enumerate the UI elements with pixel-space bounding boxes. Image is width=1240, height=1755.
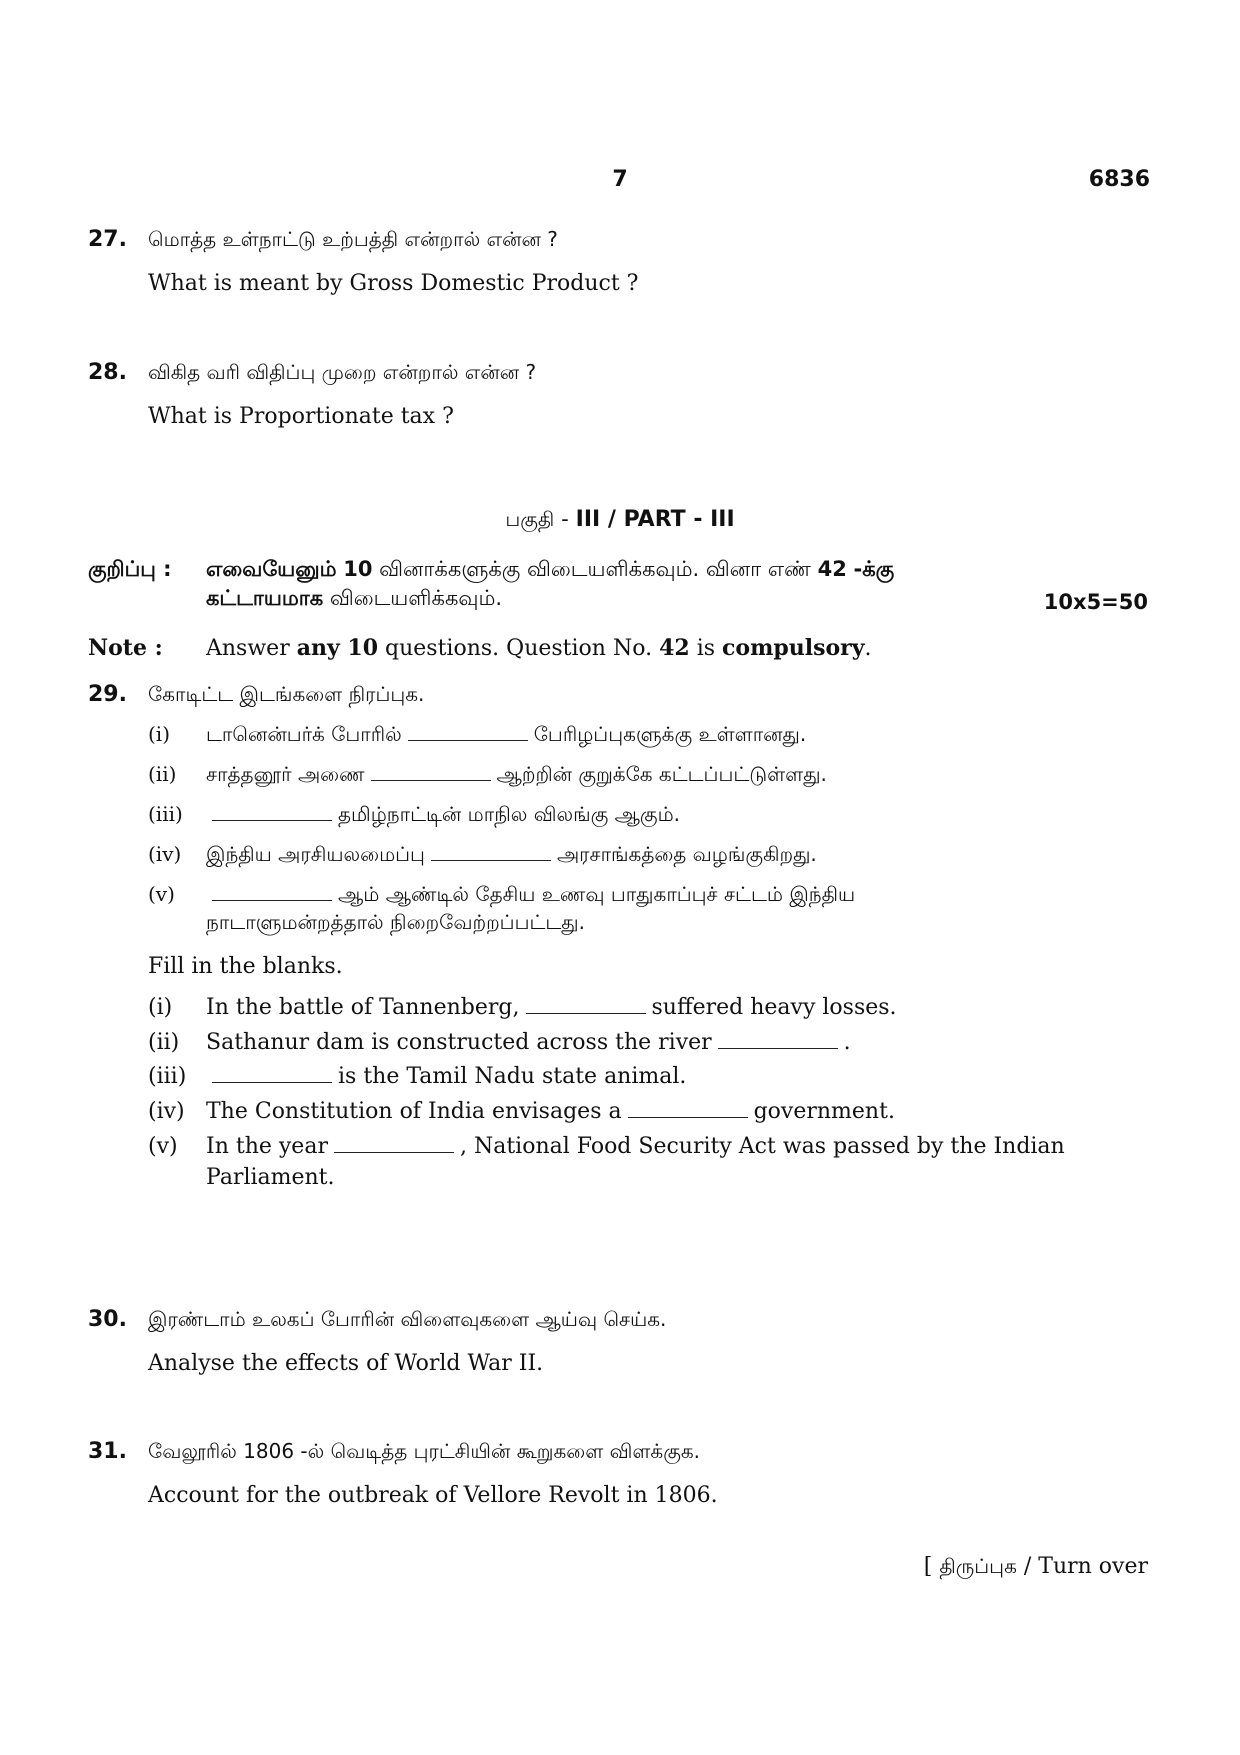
item-text: is the Tamil Nadu state animal. (338, 1064, 687, 1090)
question-number: 30. (88, 1307, 127, 1332)
section-tamil: பகுதி (505, 507, 555, 531)
item-numeral: (v) (148, 882, 175, 906)
turn-over-footer (924, 1552, 1148, 1583)
item-text-continued: Parliament. (206, 1164, 335, 1190)
question-tamil: கோடிட்ட இடங்களை நிரப்புக. (148, 682, 425, 706)
note-compulsory: கட்டாயமாக (206, 586, 324, 611)
note-question-number: 42 (659, 635, 690, 661)
note-text: questions. Question No. (385, 636, 653, 661)
answer-blank (628, 1103, 748, 1118)
item-text: தமிழ்நாட்டின் மாநில விலங்கு ஆகும். (338, 802, 681, 826)
blank-item (148, 1097, 1148, 1128)
tamil-blank-list (88, 720, 1148, 936)
footer-tamil: திருப்புக (939, 1554, 1017, 1578)
item-text: ஆம் ஆண்டில் தேசிய உணவு பாதுகாப்புச் சட்டம் இந்திய (338, 882, 856, 906)
question-31 (88, 1437, 1148, 1512)
blank-item (148, 1062, 1148, 1093)
item-numeral: (iv) (148, 842, 182, 866)
note-is: is (696, 636, 716, 661)
question-english: What is meant by Gross Domestic Product ? (148, 271, 639, 296)
note-any: எவையேனும் (206, 557, 337, 581)
answer-blank (431, 846, 551, 861)
answer-blank (371, 766, 491, 781)
note-answer: விடையளிக்கவும். (329, 586, 503, 611)
item-text: பேரிழப்புகளுக்கு உள்ளானது. (533, 722, 807, 746)
answer-blank (526, 999, 646, 1014)
item-numeral: (i) (148, 722, 171, 746)
question-30 (88, 1305, 1148, 1380)
question-number: 27. (88, 227, 127, 252)
blank-item (148, 1132, 1148, 1194)
blank-item (148, 1028, 1148, 1059)
note-label-english: Note : (88, 635, 163, 661)
note-count: 10 (343, 557, 373, 581)
question-number: 28. (88, 360, 127, 385)
note-any: any 10 (296, 635, 379, 661)
note-label-tamil: குறிப்பு : (88, 557, 172, 581)
paper-code: 6836 (1088, 167, 1150, 192)
english-blank-list (88, 993, 1148, 1194)
item-numeral: (ii) (148, 1029, 180, 1055)
note-period: . (864, 636, 872, 661)
item-numeral: (ii) (148, 762, 177, 786)
blank-item (148, 993, 1148, 1024)
footer-separator: / (1016, 1554, 1039, 1579)
item-text: சாத்தனூர் அணை (206, 762, 365, 786)
answer-blank (212, 1068, 332, 1083)
question-28 (88, 358, 1148, 433)
answer-blank (408, 726, 528, 741)
item-numeral: (iii) (148, 802, 183, 826)
item-text: In the year (206, 1133, 328, 1159)
answer-blank (334, 1138, 454, 1153)
item-text: In the battle of Tannenberg, (206, 994, 520, 1020)
item-numeral: (i) (148, 994, 173, 1020)
note-answer: Answer (206, 636, 290, 661)
blank-item (148, 800, 1148, 828)
question-english: Fill in the blanks. (148, 954, 343, 979)
footer-bracket: [ (923, 1554, 933, 1579)
question-tamil: இரண்டாம் உலகப் போரின் விளைவுகளை ஆய்வு செய்க. (148, 1307, 667, 1331)
answer-blank (718, 1034, 838, 1049)
question-tamil: வேலூரில் 1806 -ல் வெடித்த புரட்சியின் கூறுகளை விளக்குக. (148, 1439, 701, 1463)
section-separator: - (554, 507, 576, 532)
item-text: , National Food Security Act was passed by the Indian (459, 1133, 1065, 1159)
note-question-number: 42 (817, 557, 847, 581)
item-numeral: (v) (148, 1133, 178, 1159)
item-text: அரசாங்கத்தை வழங்குகிறது. (556, 842, 817, 866)
question-number: 29. (88, 682, 127, 707)
marks-scheme: 10x5=50 (1043, 590, 1148, 614)
question-27 (88, 225, 1148, 300)
blank-item (148, 840, 1148, 868)
blank-item (148, 760, 1148, 788)
blank-item (148, 720, 1148, 748)
item-text: suffered heavy losses. (651, 994, 897, 1020)
answer-blank (212, 806, 332, 821)
question-english: Analyse the effects of World War II. (148, 1351, 544, 1376)
question-english: What is Proportionate tax ? (148, 404, 454, 429)
blank-item (148, 880, 1148, 936)
answer-blank (212, 886, 332, 901)
question-english: Account for the outbreak of Vellore Revolt in 1806. (148, 1483, 718, 1508)
note-compulsory: compulsory (722, 635, 865, 661)
item-numeral: (iv) (148, 1099, 185, 1125)
note-suffix: -க்கு (853, 557, 895, 581)
question-29 (88, 680, 1148, 1194)
question-number: 31. (88, 1439, 127, 1464)
item-text: . (843, 1029, 851, 1055)
question-tamil: விகித வரி விதிப்பு முறை என்றால் என்ன ? (148, 360, 537, 384)
item-numeral: (iii) (148, 1064, 187, 1090)
item-text: government. (753, 1099, 895, 1125)
item-text: The Constitution of India envisages a (206, 1099, 622, 1125)
note-text: வினாக்களுக்கு விடையளிக்கவும். வினா எண் (379, 557, 811, 581)
item-text: டானென்பர்க் போரில் (206, 722, 402, 746)
footer-english: Turn over (1038, 1554, 1148, 1579)
item-text: Sathanur dam is constructed across the river (206, 1029, 712, 1055)
page-number: 7 (612, 167, 628, 192)
item-text-continued: நாடாளுமன்றத்தால் நிறைவேற்றப்பட்டது. (206, 910, 585, 934)
question-tamil: மொத்த உள்நாட்டு உற்பத்தி என்றால் என்ன ? (148, 227, 558, 251)
note-english (88, 633, 1148, 667)
note-tamil (88, 555, 1148, 625)
section-heading (0, 505, 1240, 536)
item-text: ஆற்றின் குறுக்கே கட்டப்பட்டுள்ளது. (496, 762, 827, 786)
section-title: III / PART - III (575, 507, 735, 532)
item-text: இந்திய அரசியலமைப்பு (206, 842, 425, 866)
